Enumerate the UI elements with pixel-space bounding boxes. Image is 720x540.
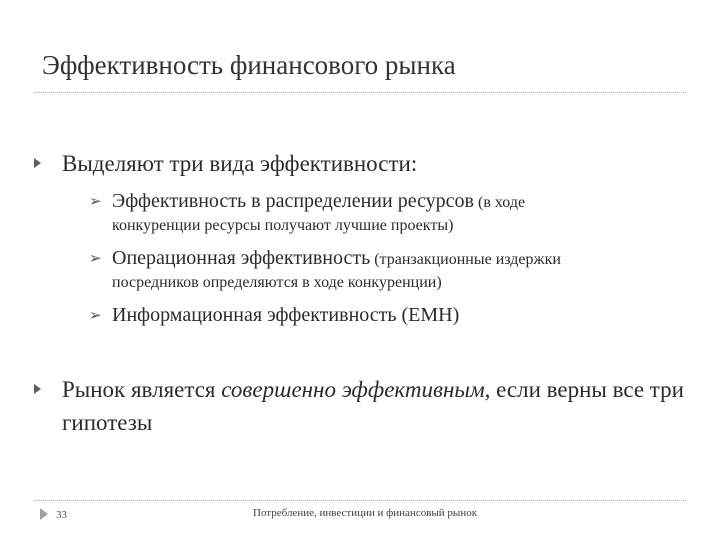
sub-item-continuation: конкуренции ресурсы получают лучшие проекты) — [112, 217, 454, 234]
sub-bullet-arrow-icon: ➢ — [89, 249, 102, 267]
sub-bullet-arrow-icon: ➢ — [89, 306, 102, 324]
sub-item-continuation: посредников определяются в ходе конкуренции) — [112, 274, 442, 291]
slide-title: Эффективность финансового рынка — [42, 50, 456, 80]
bullet-arrow-icon — [34, 158, 41, 168]
sub-item-main: Эффективность в распределении ресурсов — [112, 190, 475, 212]
sub-item-allocative — [112, 189, 687, 237]
title-divider — [34, 92, 686, 93]
sub-item-operational — [112, 246, 687, 294]
sub-bullet-arrow-icon: ➢ — [89, 192, 102, 210]
bullet-text-types: Выделяют три вида эффективности: — [62, 151, 418, 176]
sub-item-note: (в ходе — [478, 194, 526, 211]
footer-divider — [34, 500, 686, 501]
footer-text: Потребление, инвестиции и финансовый рынок — [253, 507, 478, 519]
bullet-arrow-icon — [34, 384, 41, 394]
footer-arrow-icon — [40, 508, 48, 520]
sub-item-note: (транзакционные издержки — [374, 251, 561, 268]
sub-item-main: Информационная эффективность (ЕМН) — [112, 304, 460, 326]
page-number: 33 — [56, 509, 67, 521]
sub-item-informational — [112, 303, 687, 329]
bullet-text-efficient-market — [62, 373, 687, 439]
bullet-text-part: , если верны все три гипотезы — [62, 377, 684, 435]
bullet-text-emphasis: совершенно эффективным — [221, 377, 485, 402]
bullet-text-part: Рынок является — [62, 377, 222, 402]
sub-item-main: Операционная эффективность — [112, 247, 371, 269]
